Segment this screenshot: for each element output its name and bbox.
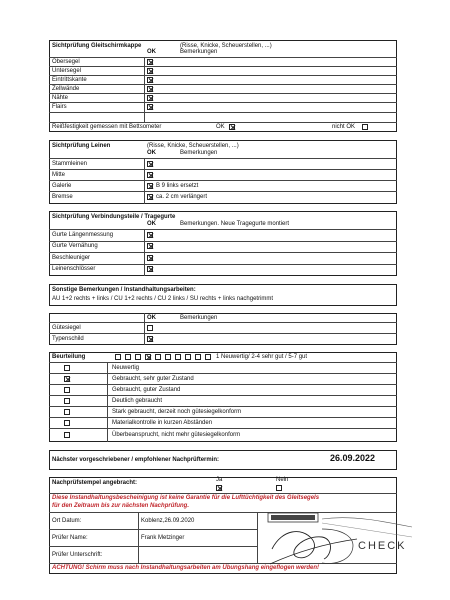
lines-row-remark: ca. 2 cm verlängert xyxy=(156,194,208,200)
assessment-checkbox[interactable] xyxy=(64,420,70,426)
next-inspection-date: 26.09.2022 xyxy=(330,453,376,463)
stamp-no-label: Nein xyxy=(276,477,289,483)
risers-row-label: Gurte Vernähung xyxy=(52,243,98,249)
assessment-checkbox[interactable] xyxy=(64,398,70,404)
canopy-ok-header: OK xyxy=(147,49,156,55)
assessment-checkbox[interactable] xyxy=(64,432,70,438)
canopy-row-checkbox[interactable] xyxy=(147,86,153,92)
lines-row-label: Mitte xyxy=(52,172,66,178)
disclaimer-line: Diese Instandhaltungsbescheinigung ist keine Garantie für die Lufttüchtigkeit des Gleitsegels xyxy=(52,495,320,501)
other-remarks-text: AU 1+2 rechts + links / CU 1+2 rechts / CU 2 links / SU rechts + links nachgetrimmt xyxy=(52,296,274,302)
canopy-row-checkbox[interactable] xyxy=(147,59,153,65)
grade-checkbox[interactable] xyxy=(115,354,121,360)
canopy-row-label: Flairs xyxy=(52,104,67,110)
inspection-stamp-label: Nachprüfstempel angebracht: xyxy=(52,480,138,486)
lines-row-checkbox[interactable] xyxy=(147,161,153,167)
canopy-row-checkbox[interactable] xyxy=(147,104,153,110)
disclaimer-line: für den Zeitraum bis zur nächsten Nachprüfung. xyxy=(52,503,190,509)
lines-row-checkbox[interactable] xyxy=(147,183,153,189)
grade-scale: 1 Neuwertig/ 2-4 sehr gut / 5-7 gut xyxy=(216,354,308,360)
lines-title: Sichtprüfung Leinen xyxy=(52,143,111,149)
grade-checkbox[interactable] xyxy=(135,354,141,360)
lines-remarks-header: Bemerkungen xyxy=(180,150,218,156)
stamp-yes-checkbox[interactable] xyxy=(216,485,222,491)
canopy-row-checkbox[interactable] xyxy=(147,68,153,74)
next-inspection-label: Nächster vorgeschriebener / empfohlener Nachprüftermin: xyxy=(52,457,220,463)
tear-notok-label: nicht OK xyxy=(332,124,356,130)
risers-title: Sichtprüfung Verbindungsteile / Tragegurte xyxy=(52,214,176,220)
assessment-item: Gebraucht, guter Zustand xyxy=(112,387,181,393)
risers-row-checkbox[interactable] xyxy=(147,266,153,272)
assessment-checkbox[interactable] xyxy=(64,387,70,393)
lines-row-checkbox[interactable] xyxy=(147,194,153,200)
assessment-checkbox[interactable] xyxy=(64,376,70,382)
place-date-value: Koblenz,26.09.2020 xyxy=(141,518,195,524)
risers-row-checkbox[interactable] xyxy=(147,232,153,238)
grade-checkbox[interactable] xyxy=(205,354,211,360)
canopy-row-label: Obersegel xyxy=(52,59,80,65)
inspection-stamp-signature xyxy=(262,509,430,571)
grade-checkbox[interactable] xyxy=(155,354,161,360)
lines-ok-header: OK xyxy=(147,150,156,156)
tear-ok-checkbox[interactable] xyxy=(229,124,235,130)
assessment-item: Überbeansprucht, nicht mehr gütesiegelkonform xyxy=(112,432,241,438)
inspector-name-value: Frank Metzinger xyxy=(141,535,185,541)
seals-row-checkbox[interactable] xyxy=(147,336,153,342)
tear-strength-label: Reißfestigkeit gemessen mit Bettsometer xyxy=(52,124,162,130)
canopy-row-label: Zellwände xyxy=(52,86,80,92)
assessment-checkbox[interactable] xyxy=(64,365,70,371)
risers-row-label: Beschleuniger xyxy=(52,255,91,261)
lines-row-label: Galerie xyxy=(52,183,72,189)
canopy-row-label: Untersegel xyxy=(52,68,82,74)
stamp-yes-label: Ja xyxy=(216,477,223,483)
canopy-row-checkbox[interactable] xyxy=(147,95,153,101)
risers-row-label: Leinenschlösser xyxy=(52,266,96,272)
lines-note: (Risse, Knicke, Scheuerstellen, ...) xyxy=(147,143,239,149)
lines-row-checkbox[interactable] xyxy=(147,172,153,178)
grade-checkbox[interactable] xyxy=(185,354,191,360)
canopy-note: (Risse, Knicke, Scheuerstellen, ...) xyxy=(180,43,272,49)
grade-checkbox[interactable] xyxy=(165,354,171,360)
stamp-text: CHECK xyxy=(358,540,407,552)
canopy-row-label: Nähte xyxy=(52,95,69,101)
assessment-item: Neuwertig xyxy=(112,365,140,371)
canopy-title: Sichtprüfung Gleitschirmkappe xyxy=(52,43,142,49)
risers-row-checkbox[interactable] xyxy=(147,243,153,249)
inspector-name-label: Prüfer Name: xyxy=(52,535,88,541)
place-date-label: Ort Datum: xyxy=(52,518,82,524)
assessment-item: Gebraucht, sehr guter Zustand xyxy=(112,376,194,382)
seals-row-label: Typenschild xyxy=(52,336,84,342)
seals-remarks-header: Bemerkungen xyxy=(180,315,218,321)
stamp-no-checkbox[interactable] xyxy=(276,485,282,491)
assessment-checkbox[interactable] xyxy=(64,409,70,415)
grade-checkbox[interactable] xyxy=(125,354,131,360)
assessment-title: Beurteilung xyxy=(52,354,86,360)
seals-row-label: Gütesiegel xyxy=(52,325,81,331)
assessment-item: Deutlich gebraucht xyxy=(112,398,163,404)
seals-row-checkbox[interactable] xyxy=(147,325,153,331)
lines-row-label: Stammleinen xyxy=(52,161,88,167)
warning-text: ACHTUNG! Schirm muss nach Instandhaltungsarbeiten am Übungshang eingeflogen werden! xyxy=(52,565,320,571)
section-seals xyxy=(49,313,397,345)
canopy-remarks-header: Bemerkungen xyxy=(180,49,218,55)
grade-checkbox[interactable] xyxy=(175,354,181,360)
risers-remarks-header: Bemerkungen. Neue Tragegurte montiert xyxy=(180,221,290,227)
risers-row-label: Gurte Längenmessung xyxy=(52,232,114,238)
seals-ok-header: OK xyxy=(147,315,156,321)
grade-checkbox[interactable] xyxy=(145,354,151,360)
canopy-row-label: Eintrittskante xyxy=(52,77,87,83)
lines-row-label: Bremse xyxy=(52,194,73,200)
assessment-item: Stark gebraucht, derzeit noch gütesiegelkonform xyxy=(112,409,242,415)
risers-ok-header: OK xyxy=(147,221,156,227)
lines-row-remark: B 9 links ersetzt xyxy=(156,183,199,189)
canopy-row-checkbox[interactable] xyxy=(147,77,153,83)
tear-notok-checkbox[interactable] xyxy=(362,124,368,130)
assessment-item: Materialkontrolle in kurzen Abständen xyxy=(112,420,213,426)
inspector-signature-label: Prüfer Unterschrift: xyxy=(52,552,103,558)
section-canopy-check xyxy=(49,40,397,132)
risers-row-checkbox[interactable] xyxy=(147,255,153,261)
tear-ok-label: OK xyxy=(216,124,225,130)
other-remarks-title: Sonstige Bemerkungen / Instandhaltungsarbeiten: xyxy=(52,287,196,293)
grade-checkbox[interactable] xyxy=(195,354,201,360)
